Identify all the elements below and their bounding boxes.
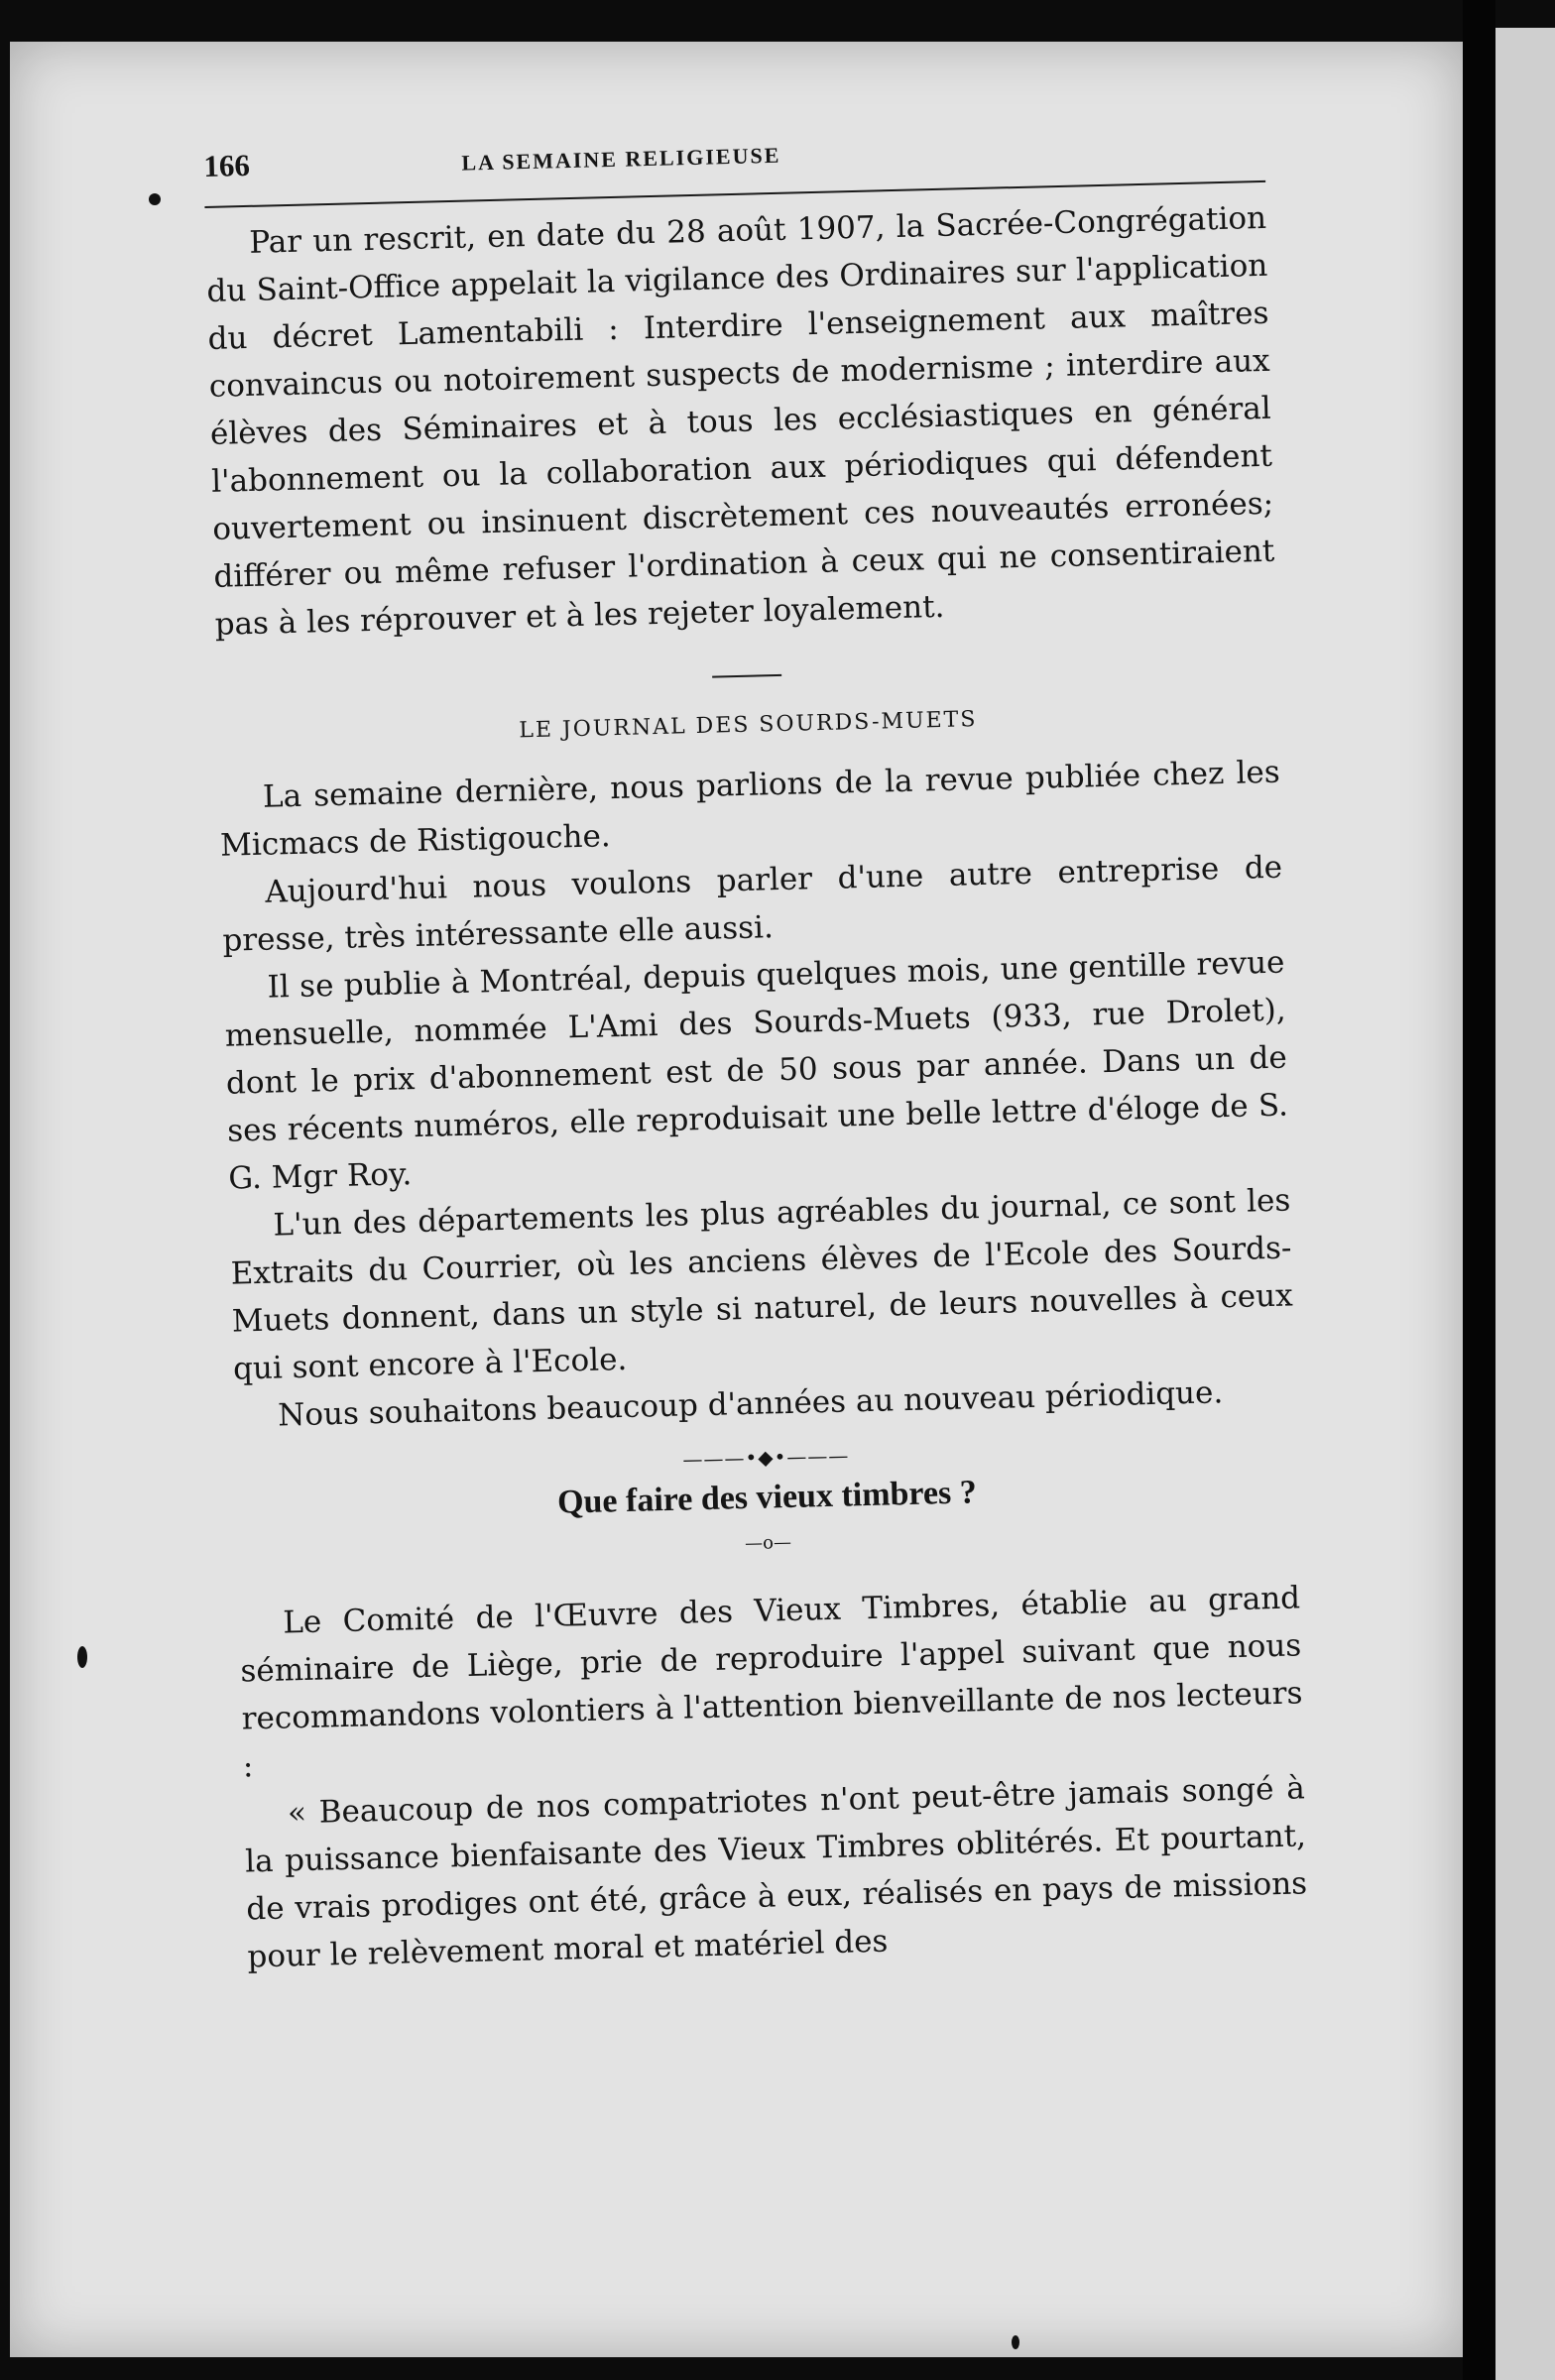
paragraph: « Beaucoup de nos compatriotes n'ont peut-être jamais songé à la puissance bienfaisante des Vieux Timbres oblitérés. Et pourtant, de vrais prodiges ont été, grâce à eux, réalisés en pays de missions pour le relèvement moral et matériel des: [244, 1770, 1308, 1975]
dust-speck: [1012, 2335, 1019, 2349]
article-headline: Que faire des vieux timbres ?: [556, 1474, 978, 1521]
paragraph: Aujourd'hui nous voulons parler d'une autre entreprise de presse, très intéressante elle aussi.: [222, 849, 1283, 959]
dust-speck: [77, 1646, 87, 1668]
section-title: LE JOURNAL DES SOURDS-MUETS: [519, 707, 978, 744]
page-number: 166: [203, 147, 251, 183]
running-title: LA SEMAINE RELIGIEUSE: [461, 142, 781, 176]
paragraph: Il se publie à Montréal, depuis quelques mois, une gentille revue mensuelle, nommée L'Ami des Sourds-Muets (933, rue Drolet), dont le prix d'abonnement est de 50 sous par année. Dans un de ses récents numéros, elle reproduisait une belle lettre d'éloge de S. G. Mgr Roy.: [224, 944, 1289, 1197]
paragraph: L'un des départements les plus agréables du journal, ce sont les Extraits du Courrier, où les anciens élèves de l'Ecole des Sourds-Muets donnent, dans un style si naturel, de leurs nouvelles à ceux qui sont encore à l'Ecole.: [230, 1182, 1294, 1387]
binding-gutter: [1463, 0, 1495, 2380]
dust-speck: [149, 193, 161, 205]
adjacent-page-edge: [1495, 28, 1555, 2380]
paragraph: Nous souhaitons beaucoup d'années au nouveau périodique.: [277, 1374, 1224, 1434]
paragraph: La semaine dernière, nous parlions de la revue publiée chez les Micmacs de Ristigouche.: [219, 754, 1281, 864]
page-content: [203, 123, 1309, 1981]
paragraph: Par un rescrit, en date du 28 août 1907, la Sacrée-Congrégation du Saint-Office appelait la vigilance des Ordinaires sur l'application du décret Lamentabili : Interdire l'enseignement aux maîtres convaincus ou notoirement suspects de modernisme ; interdire aux élèves des Séminaires et à tous les ecclésiastiques en général l'abonnement ou la collaboration aux périodiques qui défendent ouvertement ou insinuent discrètement ces nouveautés erronées; différer ou même refuser l'ordination à ceux qui ne consentiraient pas à les réprouver et à les rejeter loyalement.: [206, 199, 1275, 643]
section-divider: [712, 674, 781, 678]
headline-separator: —o—: [744, 1531, 792, 1555]
ornamental-divider: ———•◆•———: [682, 1443, 850, 1472]
paragraph: Le Comité de l'Œuvre des Vieux Timbres, établie au grand séminaire de Liège, prie de reproduire l'appel suivant que nous recommandons volontiers à l'attention bienveillante de nos lecteurs :: [240, 1580, 1303, 1785]
